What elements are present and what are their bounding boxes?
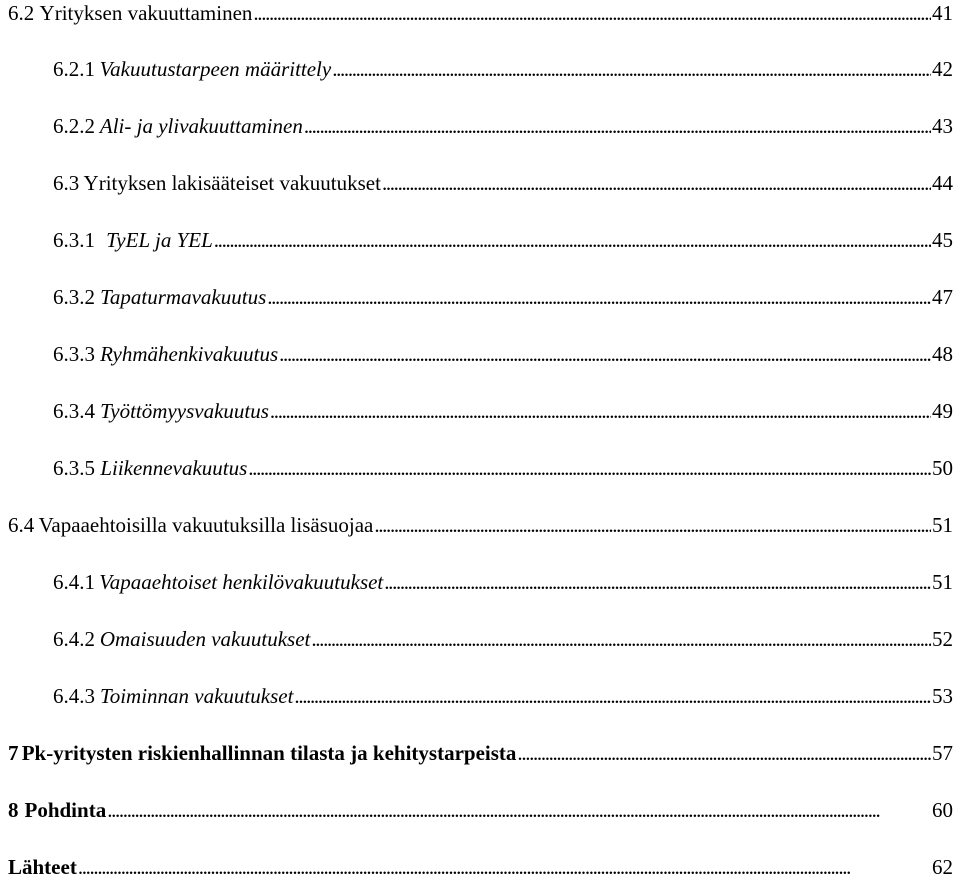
dot-leader xyxy=(214,225,931,255)
toc-entry-number: 6.3.2 xyxy=(53,285,95,309)
toc-entry-number: 6.3.1 xyxy=(53,228,95,252)
toc-entry[interactable] xyxy=(8,738,953,768)
toc-entry-number: 6.3 xyxy=(53,171,80,195)
dot-leader xyxy=(253,0,931,28)
toc-entry[interactable] xyxy=(53,453,953,483)
toc-entry-page: 51 xyxy=(932,570,953,594)
toc-entry-number: 6.4 xyxy=(8,513,35,537)
toc-entry[interactable] xyxy=(8,852,953,882)
toc-entry-title: Työttömyysvakuutus xyxy=(100,399,269,423)
dot-leader xyxy=(517,738,931,768)
toc-entry-title: Lähteet xyxy=(8,855,77,879)
toc-entry-page: 42 xyxy=(932,57,953,81)
toc-entry-number: 6.4.1 xyxy=(53,570,95,594)
toc-entry-number: 6.3.3 xyxy=(53,342,95,366)
dot-leader xyxy=(382,168,931,198)
toc-entry-title: Pohdinta xyxy=(24,798,107,822)
toc-entry-title: Omaisuuden vakuutukset xyxy=(99,627,311,651)
dot-leader xyxy=(279,339,931,369)
dot-leader xyxy=(78,852,931,882)
toc-entry[interactable] xyxy=(8,510,953,540)
toc-entry-title: Tapaturmavakuutus xyxy=(100,285,267,309)
toc-entry-page: 44 xyxy=(932,171,953,195)
toc-entry-page: 62 xyxy=(932,855,953,879)
toc-entry-page: 41 xyxy=(932,1,953,25)
toc-entry-title: Toiminnan vakuutukset xyxy=(99,684,294,708)
toc-entry-title: Ryhmähenkivakuutus xyxy=(100,342,279,366)
toc-entry[interactable] xyxy=(53,111,953,141)
toc-entry-page: 49 xyxy=(932,399,953,423)
dot-leader xyxy=(304,111,931,141)
dot-leader xyxy=(294,681,931,711)
toc-entry-page: 52 xyxy=(932,627,953,651)
toc-entry-title: Vapaaehtoiset henkilövakuutukset xyxy=(99,570,384,594)
toc-entry-title: Vakuutustarpeen määrittely xyxy=(99,57,332,81)
toc-entry-page: 47 xyxy=(932,285,953,309)
toc-entry-number: 8 xyxy=(8,798,19,822)
dot-leader xyxy=(267,282,931,312)
toc-entry-number: 6.3.5 xyxy=(53,456,95,480)
toc-entry[interactable] xyxy=(53,168,953,198)
dot-leader xyxy=(107,795,931,825)
toc-entry[interactable] xyxy=(53,54,953,84)
toc-entry[interactable] xyxy=(53,681,953,711)
toc-entry-number: 6.3.4 xyxy=(53,399,95,423)
toc-entry[interactable] xyxy=(8,795,953,825)
toc-entry-page: 57 xyxy=(932,741,953,765)
toc-entry-page: 45 xyxy=(932,228,953,252)
toc-entry[interactable] xyxy=(53,225,953,255)
toc-entry-number: 6.4.3 xyxy=(53,684,95,708)
toc-entry[interactable] xyxy=(53,396,953,426)
toc-entry-title: Pk-yritysten riskienhallinnan tilasta ja kehitystarpeista xyxy=(21,741,517,765)
toc-entry-title: Vapaaehtoisilla vakuutuksilla lisäsuojaa xyxy=(38,513,374,537)
toc-entry-number: 6.2.1 xyxy=(53,57,95,81)
toc-entry-title: Yrityksen vakuuttaminen xyxy=(39,1,253,25)
dot-leader xyxy=(248,453,931,483)
dot-leader xyxy=(311,624,931,654)
dot-leader xyxy=(384,567,931,597)
toc-entry[interactable] xyxy=(53,282,953,312)
toc-entry[interactable] xyxy=(8,0,953,28)
toc-entry-title: Liikennevakuutus xyxy=(100,456,248,480)
toc-entry[interactable] xyxy=(53,339,953,369)
toc-entry[interactable] xyxy=(53,624,953,654)
toc-entry-page: 51 xyxy=(932,513,953,537)
toc-entry-title: Ali- ja ylivakuuttaminen xyxy=(99,114,303,138)
toc-entry-number: 6.2 xyxy=(8,1,35,25)
toc-entry-page: 60 xyxy=(932,798,953,822)
toc-entry-page: 48 xyxy=(932,342,953,366)
dot-leader xyxy=(374,510,931,540)
toc-entry-number: 7 xyxy=(8,741,19,765)
toc-entry-page: 53 xyxy=(932,684,953,708)
toc-entry-number: 6.2.2 xyxy=(53,114,95,138)
toc-entry-title: Yrityksen lakisääteiset vakuutukset xyxy=(83,171,381,195)
dot-leader xyxy=(270,396,931,426)
toc-entry-number: 6.4.2 xyxy=(53,627,95,651)
toc-entry-page: 43 xyxy=(932,114,953,138)
toc-entry-page: 50 xyxy=(932,456,953,480)
toc-entry-title: TyEL ja YEL xyxy=(106,228,213,252)
dot-leader xyxy=(332,54,931,84)
toc-entry[interactable] xyxy=(53,567,953,597)
